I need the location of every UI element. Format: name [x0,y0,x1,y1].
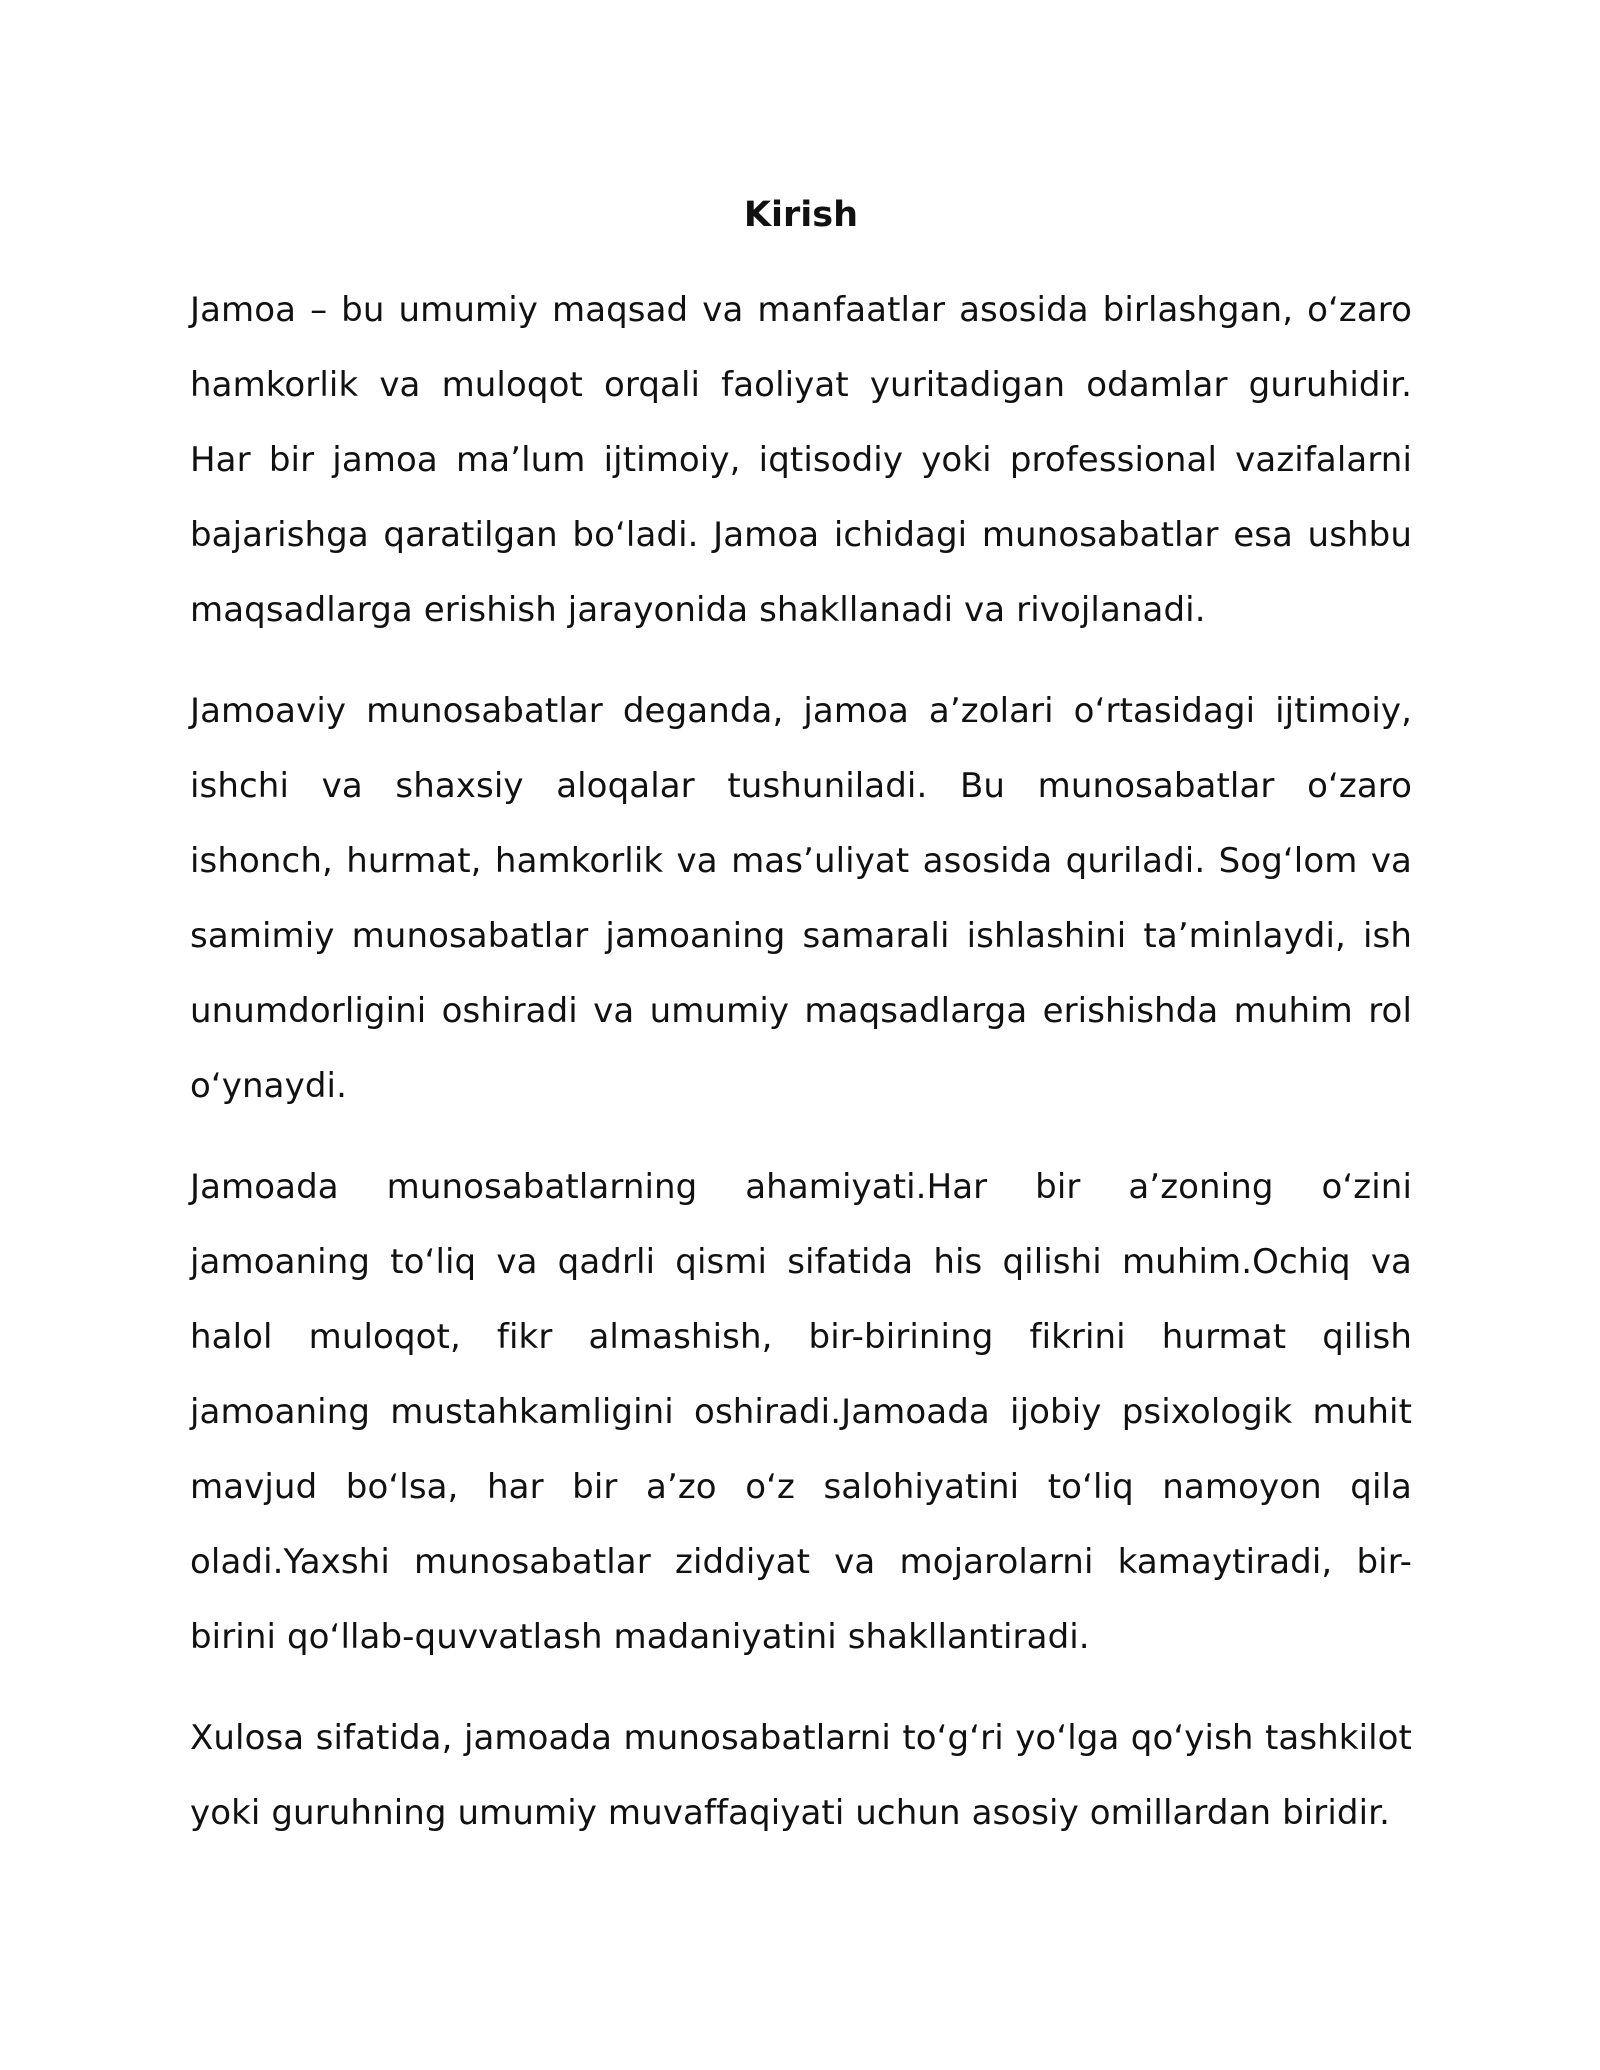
document-body [190,185,1412,1877]
document-title: Kirish [743,195,859,235]
paragraph-3: Jamoada munosabatlarning ahamiyati.Har bir aʼzoning oʻzini jamoaning toʻliq va qadrli qismi sifatida his qilishi muhim.Ochiq va halol muloqot, fikr almashish, bir-birining fikrini hurmat qilish jamoaning mustahkamligini oshiradi.Jamoada ijobiy psixologik muhit mavjud boʻlsa, har bir aʼzo oʻz salohiyatini toʻliq namoyon qila oladi.Yaxshi munosabatlar ziddiyat va mojarolarni kamaytiradi, bir-birini qoʻllab-quvvatlash madaniyatini shakllantiradi. [190,1167,1412,1657]
paragraph-2: Jamoaviy munosabatlar deganda, jamoa aʼzolari oʻrtasidagi ijtimoiy, ishchi va shaxsiy aloqalar tushuniladi. Bu munosabatlar oʻzaro ishonch, hurmat, hamkorlik va masʼuliyat asosida quriladi. Sogʻlom va samimiy munosabatlar jamoaning samarali ishlashini taʼminlaydi, ish unumdorligini oshiradi va umumiy maqsadlarga erishishda muhim rol oʻynaydi. [190,691,1412,1106]
paragraph-1: Jamoa – bu umumiy maqsad va manfaatlar asosida birlashgan, oʻzaro hamkorlik va muloqot orqali faoliyat yuritadigan odamlar guruhidir. Har bir jamoa maʼlum ijtimoiy, iqtisodiy yoki professional vazifalarni bajarishga qaratilgan boʻladi. Jamoa ichidagi munosabatlar esa ushbu maqsadlarga erishish jarayonida shakllanadi va rivojlanadi. [190,290,1412,630]
paragraph-4: Xulosa sifatida, jamoada munosabatlarni toʻgʻri yoʻlga qoʻyish tashkilot yoki guruhning umumiy muvaffaqiyati uchun asosiy omillardan biridir. [190,1718,1412,1833]
